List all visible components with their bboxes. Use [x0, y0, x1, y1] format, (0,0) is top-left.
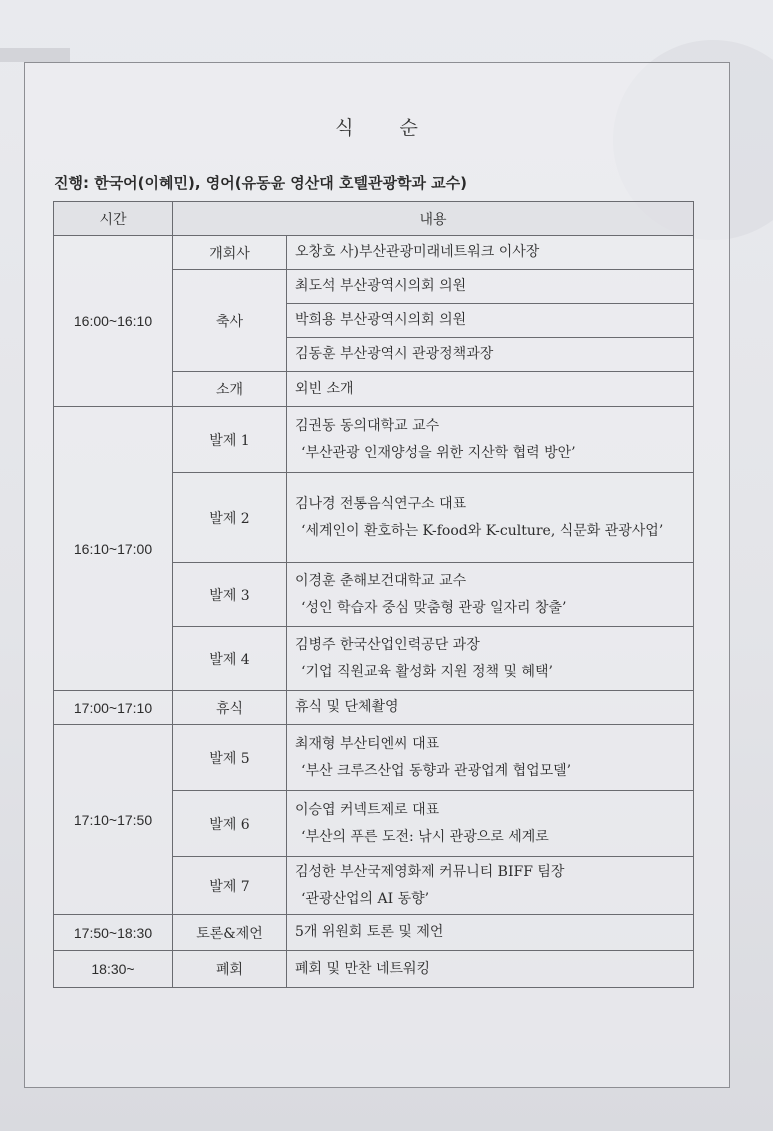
table-row [54, 691, 694, 725]
item-cell: 발제 1 [173, 407, 287, 473]
item-cell: 휴식 [173, 691, 287, 725]
content-cell [287, 725, 694, 791]
content-cell [287, 473, 694, 563]
presenter-name: 이승엽 커넥트제로 대표 [295, 801, 440, 818]
header-time: 시간 [54, 202, 173, 236]
time-cell: 16:00~16:10 [54, 236, 173, 407]
presentation-topic: ‘부산 크루즈산업 동향과 관광업계 협업모델’ [301, 762, 572, 779]
content-cell: 오창호 사)부산관광미래네트워크 이사장 [287, 236, 694, 270]
content-cell: 5개 위원회 토론 및 제언 [287, 915, 694, 951]
presenter-name: 김나경 전통음식연구소 대표 [295, 495, 467, 512]
time-cell: 17:50~18:30 [54, 915, 173, 951]
item-cell: 발제 5 [173, 725, 287, 791]
item-cell: 발제 7 [173, 857, 287, 915]
content-cell [287, 563, 694, 627]
content-cell: 외빈 소개 [287, 372, 694, 407]
presenter-name: 김병주 한국산업인력공단 과장 [295, 636, 480, 653]
content-cell: 박희용 부산광역시의회 의원 [287, 304, 694, 338]
item-cell: 폐회 [173, 951, 287, 988]
table-row [54, 951, 694, 988]
time-cell: 16:10~17:00 [54, 407, 173, 691]
item-cell: 발제 2 [173, 473, 287, 563]
presenter-name: 이경훈 춘해보건대학교 교수 [295, 572, 467, 589]
table-row [54, 725, 694, 791]
content-cell: 최도석 부산광역시의회 의원 [287, 270, 694, 304]
presenter-name: 김권동 동의대학교 교수 [295, 417, 440, 434]
header-content: 내용 [173, 202, 694, 236]
time-cell: 17:10~17:50 [54, 725, 173, 915]
content-cell: 폐회 및 만찬 네트워킹 [287, 951, 694, 988]
item-cell: 발제 3 [173, 563, 287, 627]
content-cell: 휴식 및 단체촬영 [287, 691, 694, 725]
time-cell: 18:30~ [54, 951, 173, 988]
content-cell [287, 791, 694, 857]
content-cell [287, 627, 694, 691]
presentation-topic: ‘세계인이 환호하는 K-food와 K-culture, 식문화 관광사업’ [301, 522, 664, 539]
presentation-topic: ‘부산관광 인재양성을 위한 지산학 협력 방안’ [301, 444, 576, 461]
table-row [54, 236, 694, 270]
table-row [54, 915, 694, 951]
item-cell: 소개 [173, 372, 287, 407]
item-cell: 축사 [173, 270, 287, 372]
content-cell [287, 857, 694, 915]
item-cell: 발제 4 [173, 627, 287, 691]
time-cell: 17:00~17:10 [54, 691, 173, 725]
presenter-name: 최재형 부산티엔씨 대표 [295, 735, 440, 752]
presenter-name: 김성한 부산국제영화제 커뮤니티 BIFF 팀장 [295, 863, 565, 880]
page-title: 식 순 [335, 117, 438, 139]
presentation-topic: ‘관광산업의 AI 동향’ [301, 890, 430, 907]
top-shade-strip [0, 48, 70, 62]
item-cell: 개회사 [173, 236, 287, 270]
content-cell: 김동훈 부산광역시 관광정책과장 [287, 338, 694, 372]
presentation-topic: ‘부산의 푸른 도전: 낚시 관광으로 세계로 [301, 828, 549, 845]
presentation-topic: ‘성인 학습자 중심 맞춤형 관광 일자리 창출’ [301, 599, 567, 616]
host-line: 진행: 한국어(이혜민), 영어(유동윤 영산대 호텔관광학과 교수) [54, 174, 467, 192]
table-row [54, 407, 694, 473]
item-cell: 발제 6 [173, 791, 287, 857]
item-cell: 토론&제언 [173, 915, 287, 951]
table-header-row [54, 202, 694, 236]
program-table [53, 201, 694, 988]
content-cell [287, 407, 694, 473]
presentation-topic: ‘기업 직원교육 활성화 지원 정책 및 혜택’ [301, 663, 553, 680]
